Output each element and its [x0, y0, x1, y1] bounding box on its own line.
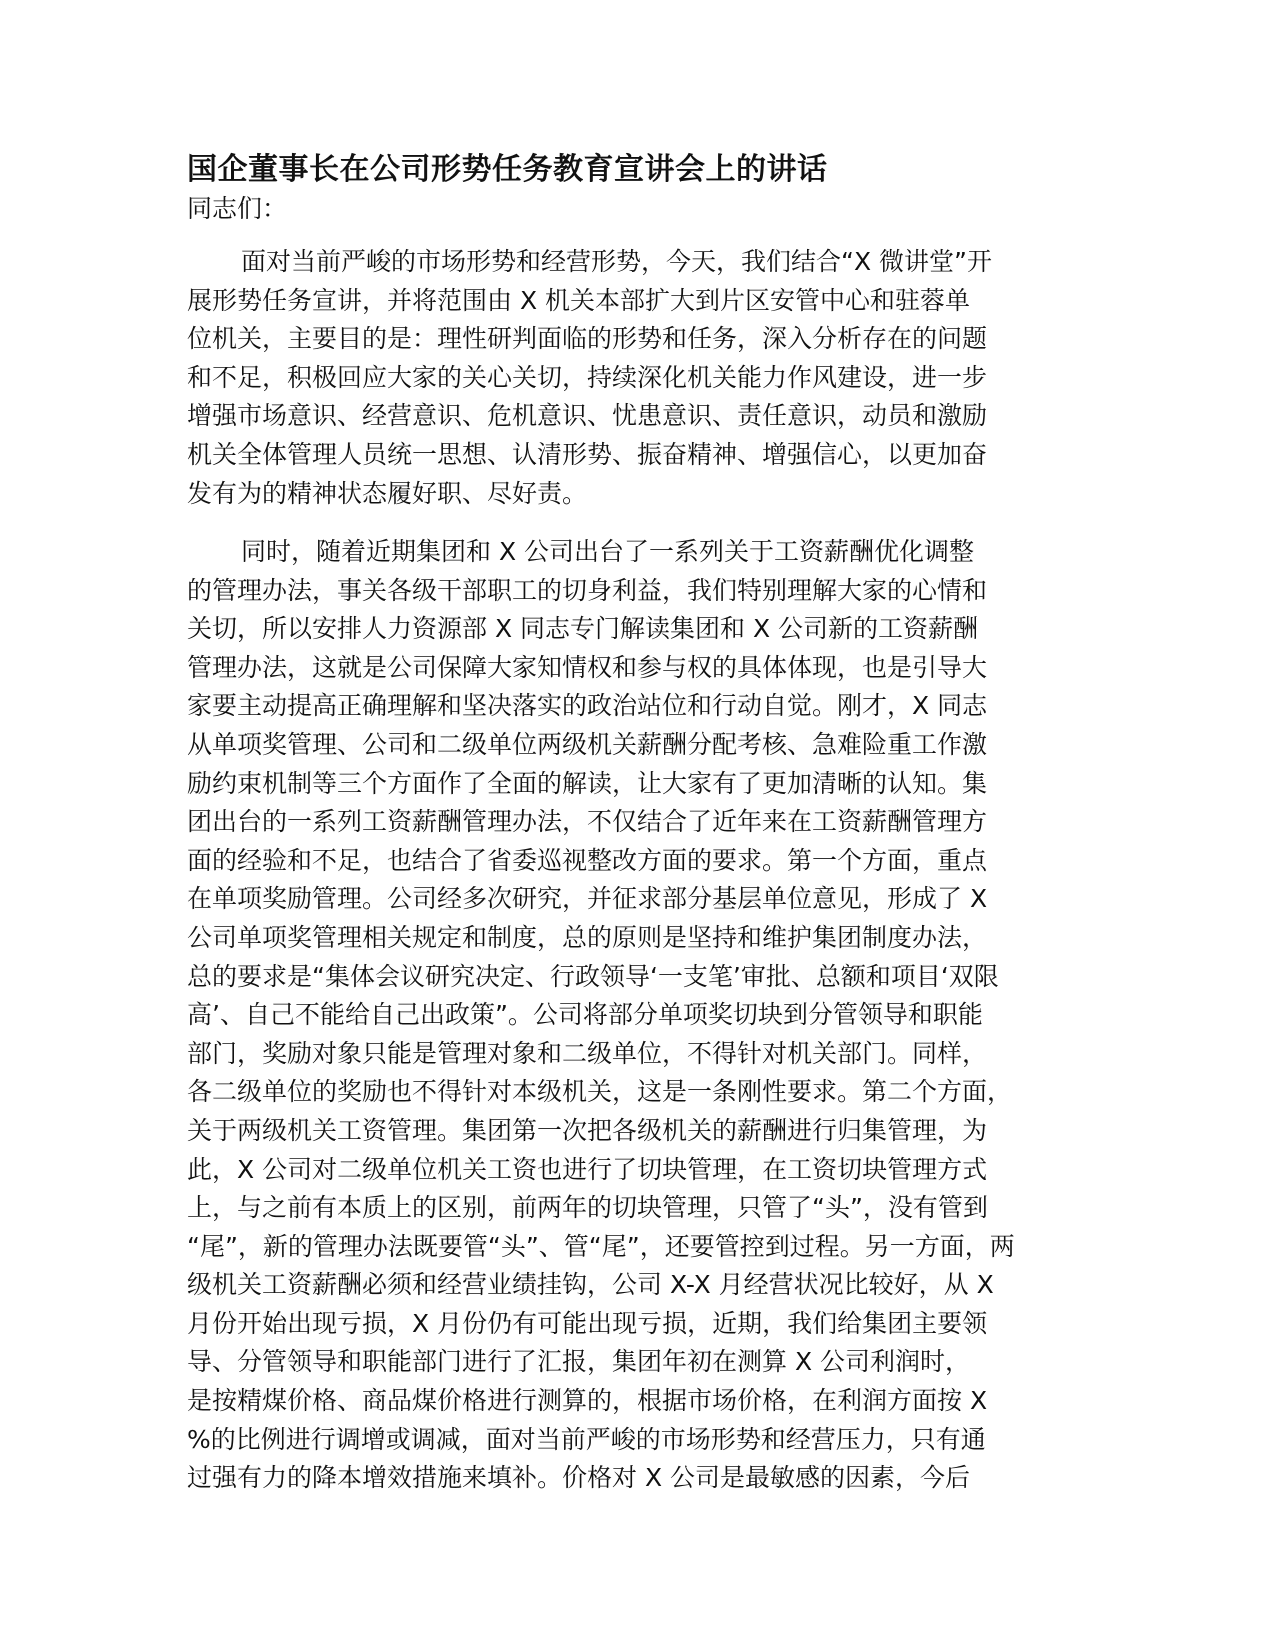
paragraph-line: 导、分管领导和职能部门进行了汇报，集团年初在测算 X 公司利润时， [187, 1347, 971, 1377]
paragraph-line: 是按精煤价格、商品煤价格进行测算的，根据市场价格，在利润方面按 X [187, 1386, 988, 1416]
paragraph-line: 在单项奖励管理。公司经多次研究，并征求部分基层单位意见，形成了 X [187, 884, 988, 914]
paragraph-line: 机关全体管理人员统一思想、认清形势、振奋精神、增强信心，以更加奋 [187, 439, 988, 469]
paragraph-line: 展形势任务宣讲，并将范围由 X 机关本部扩大到片区安管中心和驻蓉单 [187, 285, 971, 315]
paragraph-line: %的比例进行调增或调减，面对当前严峻的市场形势和经营压力，只有通 [187, 1424, 986, 1454]
paragraph-line: 团出台的一系列工资薪酬管理办法，不仅结合了近年来在工资薪酬管理方 [187, 807, 988, 837]
paragraph-line: 管理办法，这就是公司保障大家知情权和参与权的具体体现，也是引导大 [187, 652, 988, 682]
paragraph-line: 面的经验和不足，也结合了省委巡视整改方面的要求。第一个方面，重点 [187, 845, 988, 875]
paragraph-line: 关于两级机关工资管理。集团第一次把各级机关的薪酬进行归集管理，为 [187, 1115, 988, 1145]
paragraph-line: 同时，随着近期集团和 X 公司出台了一系列关于工资薪酬优化调整 [241, 537, 975, 566]
salutation: 同志们： [187, 194, 288, 223]
paragraph-line: 位机关，主要目的是：理性研判面临的形势和任务，深入分析存在的问题 [187, 324, 988, 354]
paragraph-line: 过强有力的降本增效措施来填补。价格对 X 公司是最敏感的因素，今后 [187, 1463, 971, 1493]
paragraph-line: “尾”，新的管理办法既要管“头”、管“尾”，还要管控到过程。另一方面，两 [187, 1231, 1015, 1261]
paragraph-line: 面对当前严峻的市场形势和经营形势，今天，我们结合“X 微讲堂”开 [241, 247, 992, 276]
paragraph-line: 和不足，积极回应大家的关心关切，持续深化机关能力作风建设，进一步 [187, 362, 988, 392]
paragraph-line: 励约束机制等三个方面作了全面的解读，让大家有了更加清晰的认知。集 [187, 768, 988, 798]
document-title: 国企董事长在公司形势任务教育宣讲会上的讲话 [187, 152, 828, 187]
paragraph-line: 发有为的精神状态履好职、尽好责。 [187, 478, 588, 508]
paragraph-line: 总的要求是“集体会议研究决定、行政领导‘一支笔’审批、总额和项目‘双限 [187, 961, 999, 991]
paragraph-line: 家要主动提高正确理解和坚决落实的政治站位和行动自觉。刚才，X 同志 [187, 691, 988, 721]
paragraph-line: 上，与之前有本质上的区别，前两年的切块管理，只管了“头”，没有管到 [187, 1193, 988, 1223]
paragraph-line: 级机关工资薪酬必须和经营业绩挂钩，公司 X-X 月经营状况比较好，从 X [187, 1270, 994, 1300]
paragraph-line: 关切，所以安排人力资源部 X 同志专门解读集团和 X 公司新的工资薪酬 [187, 614, 979, 644]
paragraph-line: 从单项奖管理、公司和二级单位两级机关薪酬分配考核、急难险重工作激 [187, 729, 988, 759]
paragraph-line: 各二级单位的奖励也不得针对本级机关，这是一条刚性要求。第二个方面， [187, 1077, 1013, 1107]
paragraph-2 [187, 533, 1015, 1498]
paragraph-line: 公司单项奖管理相关规定和制度，总的原则是坚持和维护集团制度办法， [187, 922, 988, 952]
paragraph-line: 增强市场意识、经营意识、危机意识、忧患意识、责任意识，动员和激励 [187, 401, 988, 431]
paragraph-line: 高’、自己不能给自己出政策”。公司将部分单项奖切块到分管领导和职能 [187, 1000, 983, 1030]
paragraph-1 [187, 243, 992, 513]
paragraph-line: 此，X 公司对二级单位机关工资也进行了切块管理，在工资切块管理方式 [187, 1154, 988, 1184]
paragraph-line: 月份开始出现亏损，X 月份仍有可能出现亏损，近期，我们给集团主要领 [187, 1308, 988, 1338]
paragraph-line: 部门，奖励对象只能是管理对象和二级单位，不得针对机关部门。同样， [187, 1038, 988, 1068]
paragraph-line: 的管理办法，事关各级干部职工的切身利益，我们特别理解大家的心情和 [187, 575, 988, 605]
